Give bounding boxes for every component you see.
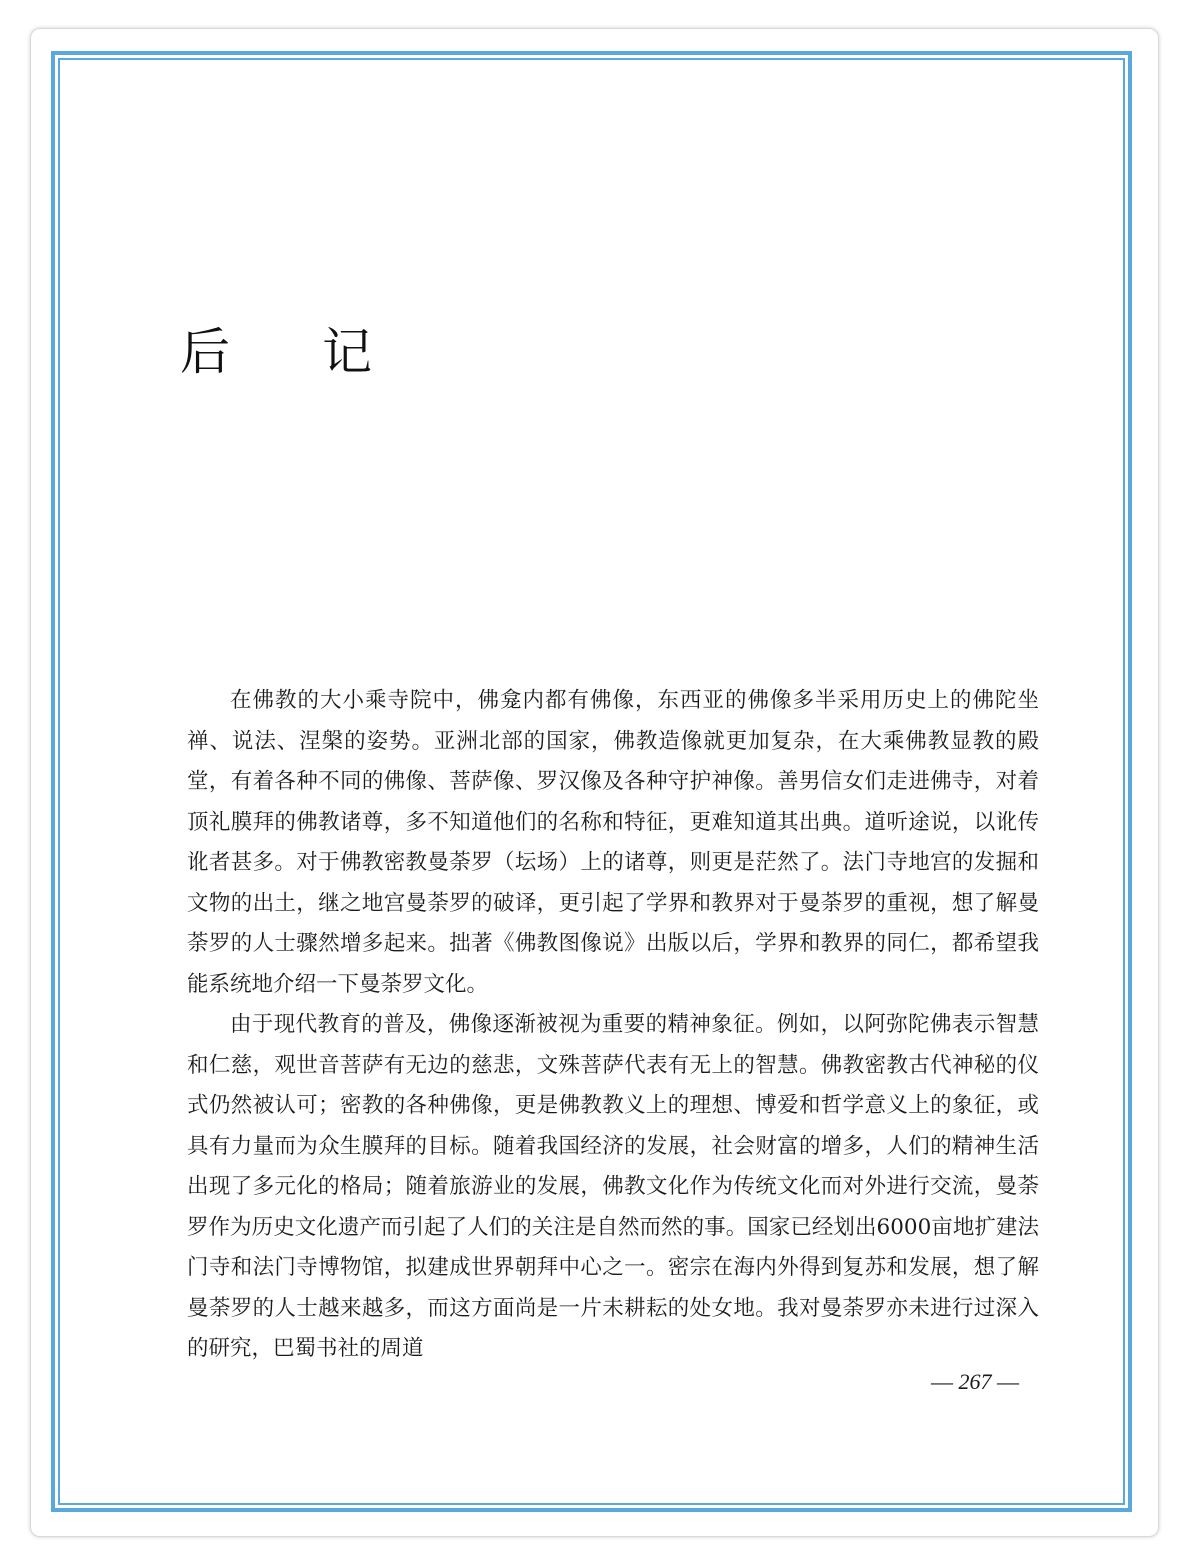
page-number-dash-right: — bbox=[997, 1369, 1019, 1394]
body-text bbox=[187, 681, 1039, 1370]
page-number-value: 267 bbox=[958, 1369, 992, 1394]
heading-char-2: 记 bbox=[322, 323, 372, 381]
page-number bbox=[920, 1368, 1030, 1396]
paragraph-1: 在佛教的大小乘寺院中，佛龛内都有佛像，东西亚的佛像多半采用历史上的佛陀坐禅、说法、涅槃的姿势。亚洲北部的国家，佛教造像就更加复杂，在大乘佛教显教的殿堂，有着各种不同的佛像、菩萨像、罗汉像及各种守护神像。善男信女们走进佛寺，对着顶礼膜拜的佛教诸尊，多不知道他们的名称和特征，更难知道其出典。道听途说，以讹传讹者甚多。对于佛教密教曼荼罗（坛场）上的诸尊，则更是茫然了。法门寺地宫的发掘和文物的出土，继之地宫曼荼罗的破译，更引起了学界和教界对于曼荼罗的重视，想了解曼荼罗的人士骤然增多起来。拙著《佛教图像说》出版以后，学界和教界的同仁，都希望我能系统地介绍一下曼荼罗文化。 bbox=[187, 688, 1039, 997]
page-heading bbox=[180, 322, 440, 382]
heading-char-1: 后 bbox=[180, 323, 230, 381]
page-number-dash-left: — bbox=[931, 1369, 953, 1394]
paragraph-2: 由于现代教育的普及，佛像逐渐被视为重要的精神象征。例如，以阿弥陀佛表示智慧和仁慈，观世音菩萨有无边的慈悲，文殊菩萨代表有无上的智慧。佛教密教古代神秘的仪式仍然被认可；密教的各种佛像，更是佛教教义上的理想、博爱和哲学意义上的象征，或具有力量而为众生膜拜的目标。随着我国经济的发展，社会财富的增多，人们的精神生活出现了多元化的格局；随着旅游业的发展，佛教文化作为传统文化而对外进行交流，曼荼罗作为历史文化遗产而引起了人们的关注是自然而然的事。国家已经划出6000亩地扩建法门寺和法门寺博物馆，拟建成世界朝拜中心之一。密宗在海内外得到复苏和发展，想了解曼荼罗的人士越来越多，而这方面尚是一片未耕耘的处女地。我对曼荼罗亦未进行过深入的研究，巴蜀书社的周道 bbox=[187, 1012, 1039, 1361]
